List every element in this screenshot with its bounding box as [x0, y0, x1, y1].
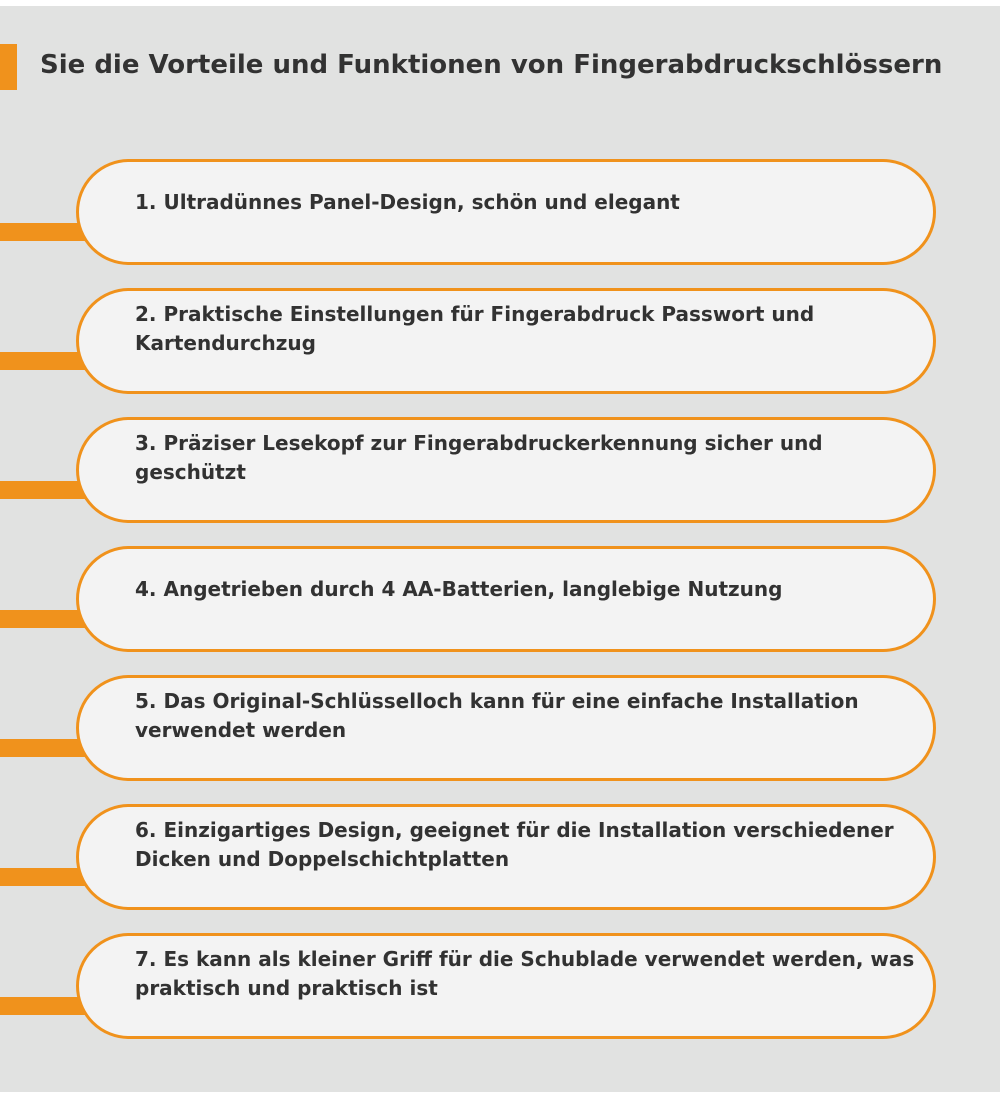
feature-line: verwendet werden [135, 718, 347, 742]
feature-text [135, 816, 894, 874]
feature-text [135, 945, 914, 1003]
feature-line: Dicken und Doppelschichtplatten [135, 847, 510, 871]
feature-text [135, 687, 859, 745]
feature-line: 1. Ultradünnes Panel-Design, schön und elegant [135, 190, 680, 214]
feature-line: praktisch und praktisch ist [135, 976, 438, 1000]
feature-line: 4. Angetrieben durch 4 AA-Batterien, langlebige Nutzung [135, 577, 783, 601]
feature-line: 6. Einzigartiges Design, geeignet für die Installation verschiedener [135, 818, 894, 842]
feature-item-4 [0, 546, 1000, 652]
feature-line: 7. Es kann als kleiner Griff für die Schublade verwendet werden, was [135, 947, 915, 971]
feature-item-2 [0, 288, 1000, 394]
feature-line: 5. Das Original-Schlüsselloch kann für eine einfache Installation [135, 689, 859, 713]
feature-item-7 [0, 933, 1000, 1039]
page-title: Sie die Vorteile und Funktionen von Fingerabdruckschlössern [40, 50, 943, 80]
feature-line: Kartendurchzug [135, 331, 316, 355]
feature-text [135, 188, 680, 217]
feature-line: geschützt [135, 460, 246, 484]
feature-line: 3. Präziser Lesekopf zur Fingerabdruckerkennung sicher und [135, 431, 823, 455]
feature-text [135, 429, 823, 487]
feature-item-6 [0, 804, 1000, 910]
feature-text [135, 575, 782, 604]
feature-line: 2. Praktische Einstellungen für Fingerabdruck Passwort und [135, 302, 815, 326]
feature-item-5 [0, 675, 1000, 781]
feature-text [135, 300, 814, 358]
feature-item-3 [0, 417, 1000, 523]
feature-item-1 [0, 159, 1000, 265]
feature-list [0, 6, 1000, 1098]
